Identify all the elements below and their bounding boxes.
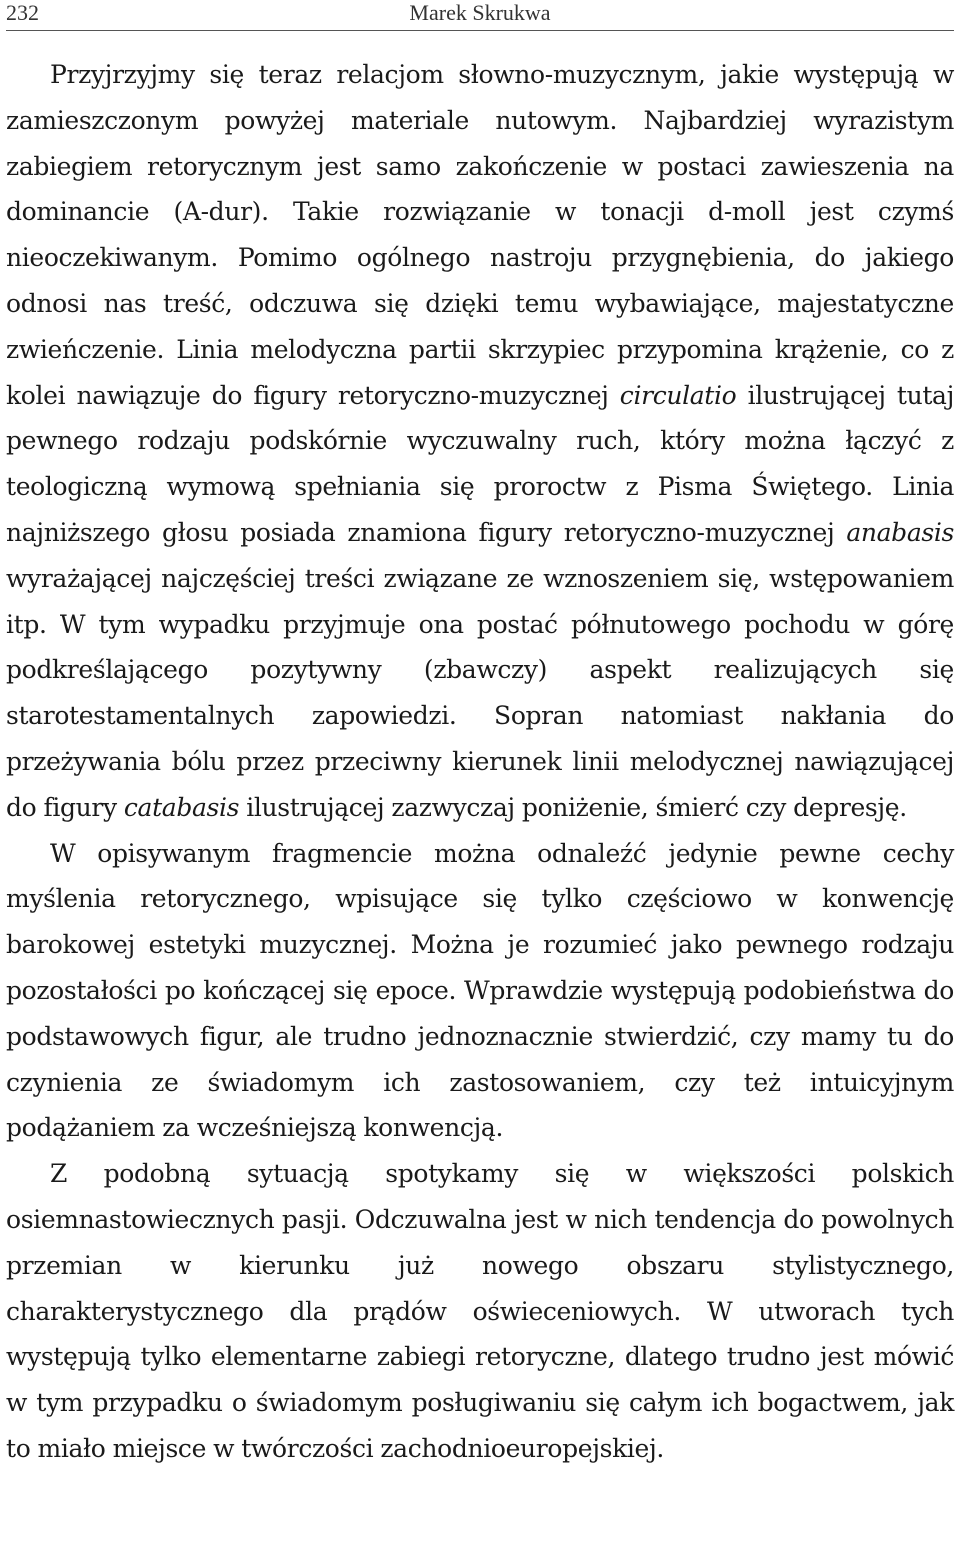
paragraph-2 — [6, 831, 954, 1152]
text-run: ilustrującej tutaj pewnego rodzaju podskórnie wyczuwalny ruch, który można łączyć z teologiczną wymową spełniania się proroctw z Pisma Świętego. Linia najniższego głosu posiada znamiona figury retoryczno-muzycznej — [6, 380, 954, 547]
running-header — [6, 0, 954, 31]
text-run: Przyjrzyjmy się teraz relacjom słowno-muzycznym, jakie występują w zamieszczonym powyżej materiale nutowym. Najbardziej wyrazistym zabiegiem retorycznym jest samo zakończenie w postaci zawieszenia na dominancie (A-dur). Takie rozwiązanie w tonacji d-moll jest czymś nieoczekiwanym. Pomimo ogólnego nastroju przygnębienia, do jakiego odnosi nas treść, odczuwa się dzięki temu wybawiające, majestatyczne zwieńczenie. Linia melodyczna partii skrzypiec przypomina krążenie, co z kolei nawiązuje do figury retoryczno-muzycznej — [6, 60, 954, 410]
paragraph-1 — [6, 52, 954, 831]
body-text — [6, 52, 954, 1472]
running-title-author: Marek Skrukwa — [409, 0, 551, 25]
italic-term-anabasis: anabasis — [846, 517, 954, 547]
italic-term-catabasis: catabasis — [123, 792, 240, 822]
text-run: W opisywanym fragmencie można odnaleźć jedynie pewne cechy myślenia retorycznego, wpisujące się tylko częściowo w konwencję barokowej estetyki muzycznej. Można je rozumieć jako pewnego rodzaju pozostałości po kończącej się epoce. Wprawdzie występują podobieństwa do podstawowych figur, ale trudno jednoznacznie stwierdzić, czy mamy tu do czynienia ze świadomym ich zastosowaniem, czy też intuicyjnym podążaniem za wcześniejszą konwencją. — [6, 838, 954, 1143]
page-number: 232 — [6, 0, 39, 25]
text-run: ilustrującej zazwyczaj poniżenie, śmierć czy depresję. — [239, 792, 907, 822]
text-run: wyrażającej najczęściej treści związane ze wznoszeniem się, wstępowaniem itp. W tym wypadku przyjmuje ona postać półnutowego pochodu w górę podkreślającego pozytywny (zbawczy) aspekt realizujących się starotestamentalnych zapowiedzi. Sopran natomiast nakłania do przeżywania bólu przez przeciwny kierunek linii melodycznej nawiązującej do figury — [6, 563, 954, 822]
paragraph-3 — [6, 1151, 954, 1472]
text-run: Z podobną sytuacją spotykamy się w większości polskich osiemnastowiecznych pasji. Odczuwalna jest w nich tendencja do powolnych przemian w kierunku już nowego obszaru stylistycznego, charakterystycznego dla prądów oświeceniowych. W utworach tych występują tylko elementarne zabiegi retoryczne, dlatego trudno jest mówić w tym przypadku o świadomym posługiwaniu się całym ich bogactwem, jak to miało miejsce w twórczości zachodnioeuropejskiej. — [6, 1159, 954, 1463]
italic-term-circulatio: circulatio — [619, 380, 737, 410]
